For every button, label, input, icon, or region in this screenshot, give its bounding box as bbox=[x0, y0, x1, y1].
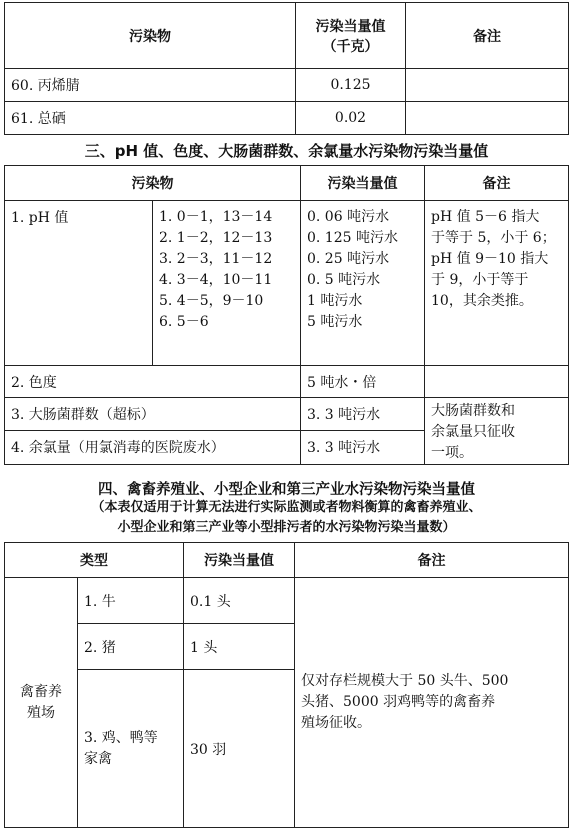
header-remark: 备注 bbox=[295, 543, 569, 578]
table-row bbox=[5, 69, 569, 102]
pollutant-name: 61. 总硒 bbox=[5, 102, 296, 135]
header-equiv: 污染当量值 （千克） bbox=[296, 3, 406, 69]
table-row bbox=[5, 366, 569, 398]
ph-ranges: 1. 0－1，13－14 2. 1－2，12－13 3. 2－3，11－12 4. 3－4，10－11 5. 4－5，9－10 6. 5－6 bbox=[153, 201, 301, 366]
chlorine-value: 3. 3 吨污水 bbox=[301, 430, 425, 464]
remark-cell bbox=[406, 102, 569, 135]
table-row bbox=[5, 102, 569, 135]
equiv-value: 1 头 bbox=[184, 624, 295, 670]
chlorine-name: 4. 余氯量（用氯消毒的医院废水） bbox=[5, 430, 301, 464]
header-remark: 备注 bbox=[406, 3, 569, 69]
table-row bbox=[5, 398, 569, 431]
coliform-value: 3. 3 吨污水 bbox=[301, 398, 425, 431]
header-type: 类型 bbox=[5, 543, 184, 578]
section3-title: 三、pH 值、色度、大肠菌群数、余氯量水污染物污染当量值 bbox=[84, 142, 489, 160]
section4-subtitle-2: 小型企业和第三产业等小型排污者的水污染物污染当量数） bbox=[117, 520, 456, 535]
header-equiv: 污染当量值 bbox=[301, 166, 425, 201]
header-pollutant: 污染物 bbox=[5, 166, 301, 201]
ph-remark: pH 值 5－6 指大 于等于 5，小于 6； pH 值 9－10 指大 于 9，小于等于 10，其余类推。 bbox=[425, 201, 569, 366]
livestock-remark: 仅对存栏规模大于 50 头牛、500 头猪、5000 羽鸡鸭等的禽畜养 殖场征收。 bbox=[295, 578, 569, 828]
equiv-value: 30 羽 bbox=[184, 670, 295, 828]
color-name: 2. 色度 bbox=[5, 366, 301, 398]
ph-name: 1. pH 值 bbox=[5, 201, 153, 366]
table-row bbox=[5, 201, 569, 366]
table-ph-color bbox=[4, 165, 569, 465]
equiv-value: 0.02 bbox=[296, 102, 406, 135]
remark-cell bbox=[425, 366, 569, 398]
category-cell: 禽畜养 殖场 bbox=[5, 578, 78, 828]
table-livestock bbox=[4, 542, 569, 828]
animal-name: 1. 牛 bbox=[78, 578, 184, 624]
table-row bbox=[5, 578, 569, 624]
section4-title: 四、禽畜养殖业、小型企业和第三产业水污染物污染当量值 bbox=[98, 482, 475, 498]
animal-name: 2. 猪 bbox=[78, 624, 184, 670]
remark-cell bbox=[406, 69, 569, 102]
table-pollutants-top bbox=[4, 2, 569, 135]
pollutant-name: 60. 丙烯腈 bbox=[5, 69, 296, 102]
color-value: 5 吨水・倍 bbox=[301, 366, 425, 398]
header-equiv: 污染当量值 bbox=[184, 543, 295, 578]
header-pollutant: 污染物 bbox=[5, 3, 296, 69]
equiv-value: 0.125 bbox=[296, 69, 406, 102]
animal-name: 3. 鸡、鸭等 家禽 bbox=[78, 670, 184, 828]
equiv-value: 0.1 头 bbox=[184, 578, 295, 624]
header-remark: 备注 bbox=[425, 166, 569, 201]
ph-values: 0. 06 吨污水 0. 125 吨污水 0. 25 吨污水 0. 5 吨污水 1 吨污水 5 吨污水 bbox=[301, 201, 425, 366]
coliform-name: 3. 大肠菌群数（超标） bbox=[5, 398, 301, 431]
section4-subtitle-1: （本表仅适用于计算无法进行实际监测或者物料衡算的禽畜养殖业、 bbox=[91, 500, 482, 515]
shared-remark: 大肠菌群数和 余氯量只征收 一项。 bbox=[425, 398, 569, 465]
